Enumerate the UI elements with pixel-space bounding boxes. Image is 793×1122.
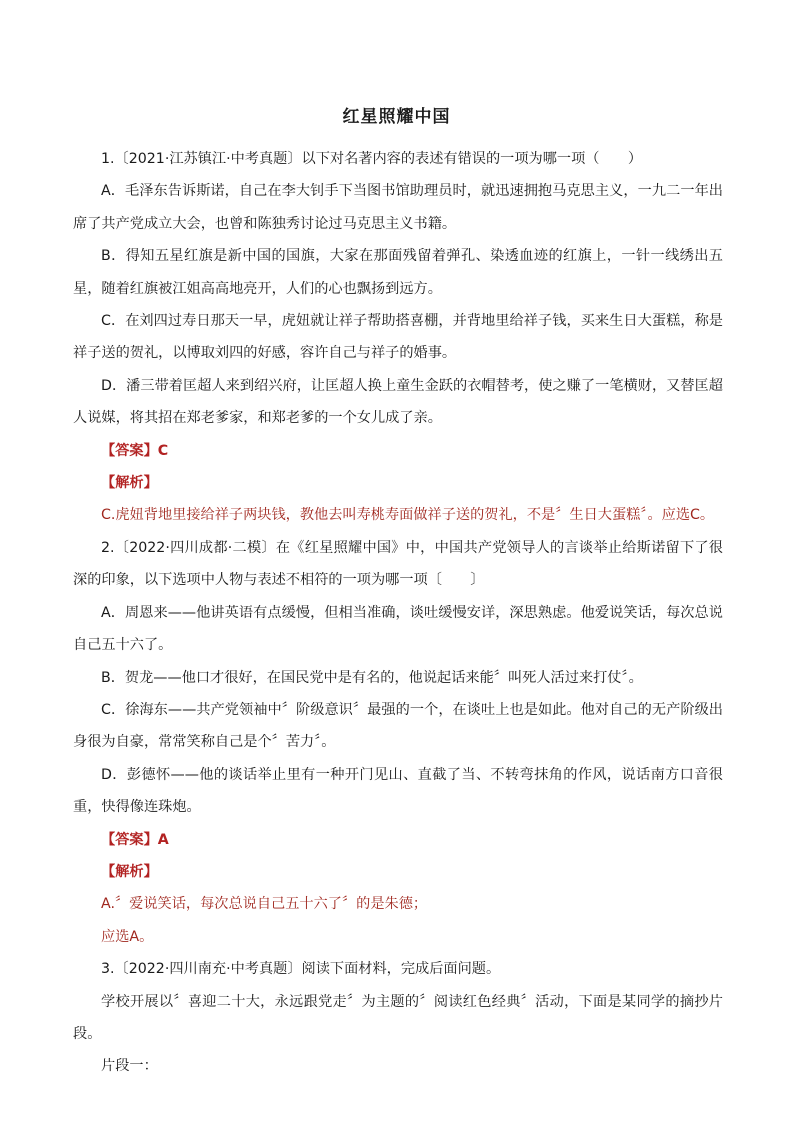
answer-value: C xyxy=(157,442,169,459)
question-2-analysis-text: A.〞爱说笑话，每次总说自己五十六了〞的是朱德； xyxy=(101,896,428,913)
question-1-option-b: B．得知五星红旗是新中国的国旗，大家在那面残留着弹孔、染透血迹的红旗上，一针一线绣出五星，随着红旗被江姐高高地亮开，人们的心也飘扬到远方。 xyxy=(73,248,723,297)
analysis-label: 【解析】 xyxy=(101,863,158,880)
document-title: 红星照耀中国 xyxy=(342,107,451,127)
document-body xyxy=(73,143,723,1083)
question-2-option-c: C．徐海东——共产党领袖中〞阶级意识〞最强的一个，在谈吐上也是如此。他对自己的无产阶级出身很为自豪，常常笑称自己是个〞苦力〞。 xyxy=(73,701,723,751)
answer-label: 【答案】 xyxy=(101,831,158,848)
question-1-option-d: D．潘三带着匡超人来到绍兴府，让匡超人换上童生金跃的衣帽替考，使之赚了一笔横财，又替匡超人说媒，将其招在郑老爹家，和郑老爹的一个女儿成了亲。 xyxy=(73,377,723,427)
question-1-option-a: A．毛泽东告诉斯诺，自己在李大钊手下当图书馆助理员时，就迅速拥抱马克思主义，一九二一年出席了共产党成立大会，也曾和陈独秀讨论过马克思主义书籍。 xyxy=(73,183,723,232)
question-1-answer xyxy=(73,435,723,467)
question-3-intro: 学校开展以〞喜迎二十大，永远跟党走〞为主题的〞阅读红色经典〞活动，下面是某同学的摘抄片段。 xyxy=(73,993,723,1042)
question-2-option-a: A．周恩来——他讲英语有点缓慢，但相当准确，谈吐缓慢安详，深思熟虑。他爱说笑话，每次总说自己五十六了。 xyxy=(73,604,723,654)
question-1-analysis-text: C.虎妞背地里接给祥子两块钱，教他去叫寿桃寿面做祥子送的贺礼，不是〞生日大蛋糕〞。应选C。 xyxy=(101,507,715,524)
question-2-conclusion: 应选A。 xyxy=(101,928,154,945)
question-2-stem: 2.〔2022·四川成都·二模〕在《红星照耀中国》中，中国共产党领导人的言谈举止给斯诺留下了很深的印象，以下选项中人物与表述不相符的一项为哪一项〔 〕 xyxy=(73,539,723,589)
answer-label: 【答案】 xyxy=(101,442,158,459)
question-2-option-d: D．彭德怀——他的谈话举止里有一种开门见山、直截了当、不转弯抹角的作风，说话南方口音很重，快得像连珠炮。 xyxy=(73,766,723,816)
question-1-analysis-label xyxy=(73,467,723,499)
question-1-stem: 1.〔2021·江苏镇江·中考真题〕以下对名著内容的表述有错误的一项为哪一项（ ） xyxy=(101,151,643,167)
analysis-label: 【解析】 xyxy=(101,475,158,492)
question-2-option-b: B．贺龙——他口才很好，在国民党中是有名的，他说起话来能〞叫死人活过来打仗〞。 xyxy=(101,669,643,686)
question-2-answer xyxy=(73,824,723,856)
question-2-analysis-label xyxy=(73,856,723,888)
question-3-stem: 3.〔2022·四川南充·中考真题〕阅读下面材料，完成后面问题。 xyxy=(101,961,501,978)
question-3-fragment-label: 片段一： xyxy=(101,1058,158,1075)
question-1-option-c: C．在刘四过寿日那天一早，虎妞就让祥子帮助搭喜棚，并背地里给祥子钱，买来生日大蛋糕，称是祥子送的贺礼，以博取刘四的好感，容许自己与祥子的婚事。 xyxy=(73,313,723,362)
answer-value: A xyxy=(157,831,169,848)
